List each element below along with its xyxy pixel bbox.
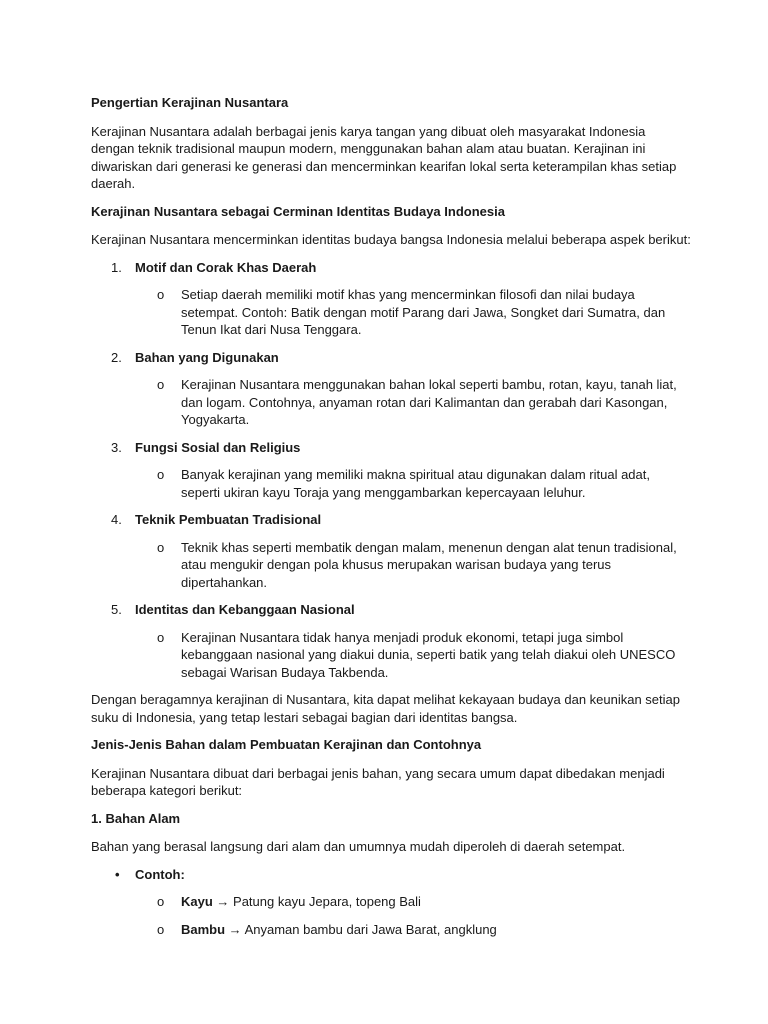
list-item-title: Identitas dan Kebanggaan Nasional — [135, 602, 355, 617]
section-heading-materials: Jenis-Jenis Bahan dalam Pembuatan Kerajinan dan Contohnya — [91, 737, 482, 752]
closing-paragraph: Dengan beragamnya kerajinan di Nusantara, kita dapat melihat kekayaan budaya dan keunikan setiap suku di Indonesia, yang tetap lestari sebagai bagian dari identitas bangsa. — [91, 692, 680, 725]
list-number: 5. — [111, 602, 122, 617]
intro-paragraph: Kerajinan Nusantara adalah berbagai jenis karya tangan yang dibuat oleh masyarakat Indonesia dengan teknik tradisional maupun modern, menggunakan bahan alam atau buatan. Kerajinan ini diwariskan dari generasi ke generasi dan mencerminkan kearifan lokal serta keterampilan khas setiap daerah. — [91, 123, 677, 191]
bullet-label: Contoh: — [135, 866, 185, 882]
circle-bullet-icon: o — [157, 467, 165, 482]
list-item — [91, 259, 691, 277]
bullet-item — [91, 866, 691, 884]
section-lead-materials: Kerajinan Nusantara dibuat dari berbagai jenis bahan, yang secara umum dapat dibedakan menjadi beberapa kategori berikut: — [91, 765, 665, 798]
list-item-title: Motif dan Corak Khas Daerah — [135, 259, 317, 275]
bullet-icon: • — [115, 866, 120, 882]
circle-bullet-icon: o — [157, 629, 165, 645]
list-number: 2. — [111, 349, 122, 365]
circle-bullet-icon: o — [157, 894, 165, 909]
section-lead-identity: Kerajinan Nusantara mencerminkan identitas budaya bangsa Indonesia melalui beberapa aspek berikut: — [91, 232, 691, 247]
section-heading-identity: Kerajinan Nusantara sebagai Cerminan Identitas Budaya Indonesia — [91, 203, 505, 219]
list-item — [91, 601, 691, 619]
list-item-detail — [91, 629, 691, 682]
document-page — [91, 94, 691, 948]
detail-text: Banyak kerajinan yang memiliki makna spiritual atau digunakan dalam ritual adat, seperti ukiran kayu Toraja yang menggambarkan kepercayaan leluhur. — [181, 467, 650, 500]
list-item — [91, 439, 691, 457]
aspect-list — [91, 259, 691, 682]
detail-text: Kerajinan Nusantara menggunakan bahan lokal seperti bambu, rotan, kayu, tanah liat, dan logam. Contohnya, anyaman rotan dari Kalimantan dan gerabah dari Kasongan, Yogyakarta. — [181, 377, 677, 427]
list-item-detail — [91, 286, 691, 339]
example-term: Kayu — [181, 894, 213, 909]
list-item — [91, 349, 691, 367]
list-item-detail — [91, 466, 691, 501]
list-item-detail — [91, 539, 691, 592]
detail-text: Setiap daerah memiliki motif khas yang mencerminkan filosofi dan nilai budaya setempat. Contoh: Batik dengan motif Parang dari Jawa, Songket dari Sumatra, dan Tenun Ikat dari Nusa Tenggara. — [181, 287, 666, 337]
list-item-detail — [91, 376, 691, 429]
document-title: Pengertian Kerajinan Nusantara — [91, 95, 289, 110]
example-text: → Patung kayu Jepara, topeng Bali — [212, 894, 421, 909]
list-item-title: Teknik Pembuatan Tradisional — [135, 512, 322, 527]
circle-bullet-icon: o — [157, 287, 165, 302]
list-item-title: Bahan yang Digunakan — [135, 349, 279, 365]
example-term: Bambu — [181, 921, 226, 937]
list-number: 1. — [111, 259, 122, 275]
list-number: 4. — [111, 512, 122, 527]
list-number: 3. — [111, 439, 122, 455]
detail-text: Teknik khas seperti membatik dengan malam, menenun dengan alat tenun tradisional, atau mengukir dengan pola khusus merupakan warisan budaya yang terus dipertahankan. — [181, 539, 677, 590]
example-text: → Anyaman bambu dari Jawa Barat, angklung — [225, 921, 497, 937]
sub-lead-natural-materials: Bahan yang berasal langsung dari alam dan umumnya mudah diperoleh di daerah setempat. — [91, 839, 626, 854]
circle-bullet-icon: o — [157, 377, 165, 392]
sub-heading-natural-materials: 1. Bahan Alam — [91, 810, 181, 826]
example-item — [91, 893, 691, 911]
example-item — [91, 921, 691, 939]
list-item — [91, 511, 691, 529]
detail-text: Kerajinan Nusantara tidak hanya menjadi produk ekonomi, tetapi juga simbol kebanggaan nasional yang diakui dunia, seperti batik yang telah diakui oleh UNESCO sebagai Warisan Budaya Takbenda. — [181, 629, 676, 680]
list-item-title: Fungsi Sosial dan Religius — [135, 439, 301, 455]
circle-bullet-icon: o — [157, 921, 165, 937]
circle-bullet-icon: o — [157, 539, 165, 555]
